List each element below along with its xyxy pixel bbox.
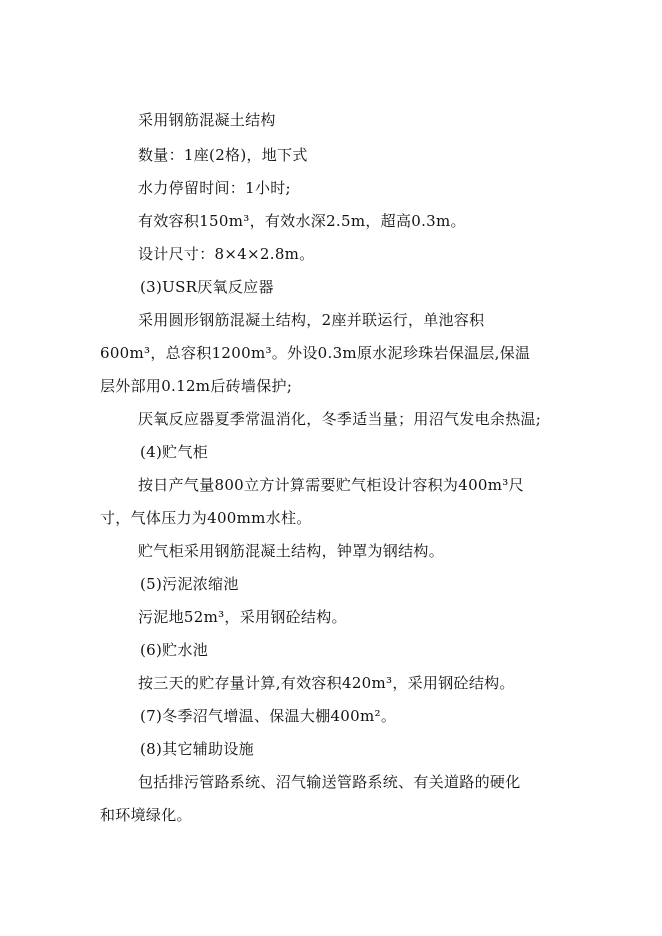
text-line-gas-holder-capacity: 按日产气量800立方计算需要贮气柜设计容积为400m³尺 — [138, 476, 524, 494]
text-line-water-tank: 按三天的贮存量计算,有效容积420m³，采用钢砼结构。 — [138, 674, 515, 692]
section-heading-gas-holder: (4)贮气柜 — [140, 443, 209, 461]
text-line-gas-holder-structure: 贮气柜采用钢筋混凝土结构，钟罩为钢结构。 — [138, 542, 445, 560]
text-line-auxiliary-greening: 和环境绿化。 — [100, 806, 192, 824]
section-heading-water-tank: (6)贮水池 — [140, 641, 209, 659]
text-line-volume: 有效容积150m³，有效水深2.5m，超高0.3m。 — [138, 212, 466, 230]
text-line-quantity: 数量：1座(2格)，地下式 — [138, 146, 308, 164]
text-line-auxiliary-systems: 包括排污管路系统、沼气输送管路系统、有关道路的硬化 — [138, 773, 521, 791]
text-line-usr-volume: 600m³，总容积1200m³。外设0.3m原水泥珍珠岩保温层,保温 — [100, 344, 531, 362]
section-heading-usr-reactor: (3)USR厌氧反应器 — [140, 278, 274, 296]
section-heading-auxiliary: (8)其它辅助设施 — [140, 740, 254, 758]
text-line-retention-time: 水力停留时间：1小时; — [138, 179, 291, 197]
text-line-gas-holder-pressure: 寸，气体压力为400mm水柱。 — [100, 509, 312, 527]
text-line-usr-operation: 厌氧反应器夏季常温消化，冬季适当量；用沼气发电余热温; — [138, 410, 542, 428]
section-heading-greenhouse: (7)冬季沼气增温、保温大棚400m²。 — [140, 707, 397, 725]
text-line-structure: 采用钢筋混凝土结构 — [138, 111, 276, 129]
text-line-usr-protection: 层外部用0.12m后砖墙保护; — [100, 377, 293, 395]
section-heading-sludge-thickener: (5)污泥浓缩池 — [140, 575, 239, 593]
text-line-dimensions: 设计尺寸：8×4×2.8m。 — [138, 245, 315, 263]
text-line-sludge-thickener: 污泥地52m³，采用钢砼结构。 — [138, 608, 347, 626]
text-line-usr-structure: 采用圆形钢筋混凝土结构，2座并联运行，单池容积 — [138, 311, 485, 329]
